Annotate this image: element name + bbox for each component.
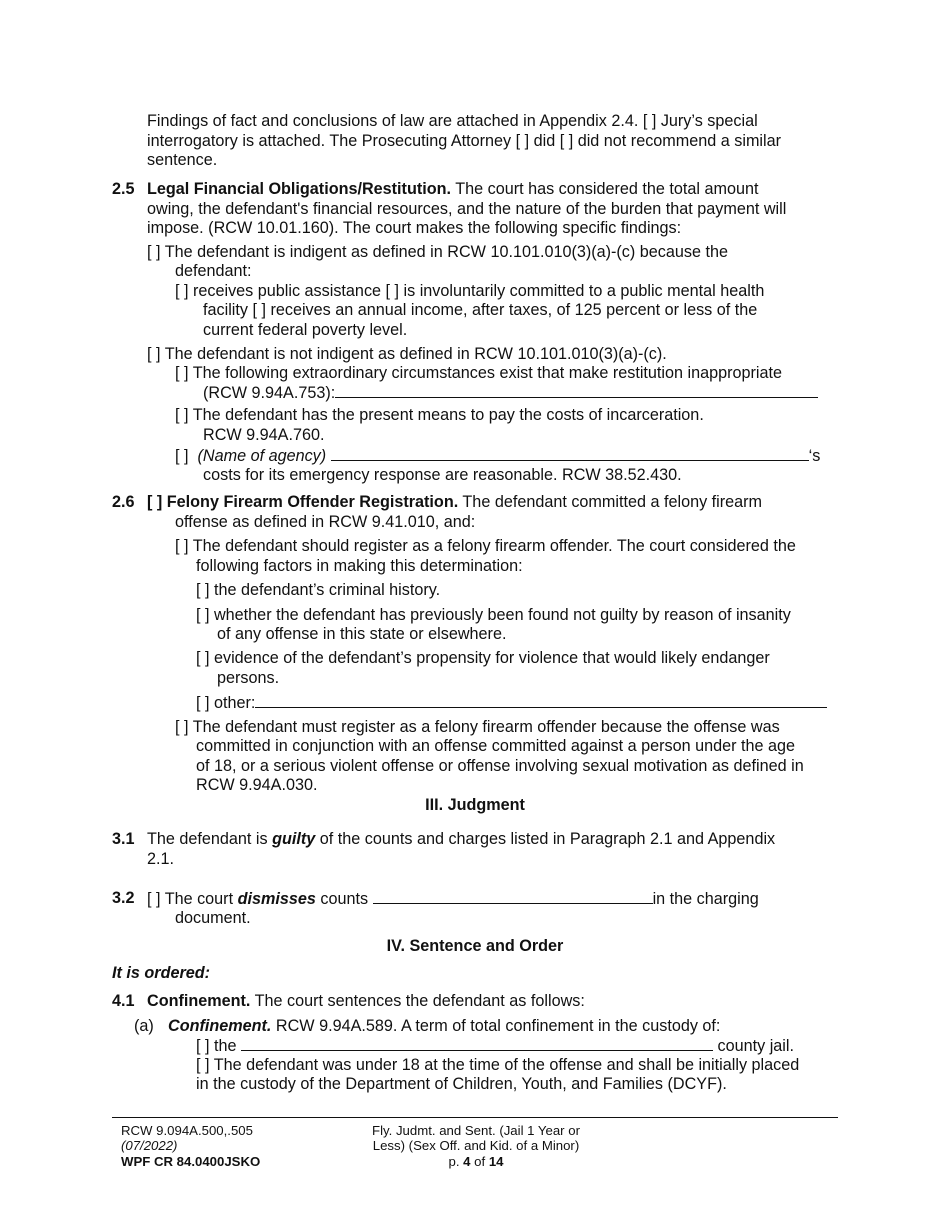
intro-line-2: interrogatory is attached. The Prosecuting Attorney [ ] did [ ] did not recommend a similar: [147, 132, 782, 150]
means-line-2: RCW 9.94A.760.: [203, 426, 325, 444]
agency-line-2: costs for its emergency response are reasonable. RCW 38.52.430.: [203, 466, 682, 484]
sentence-heading: IV. Sentence and Order: [386, 937, 564, 955]
assistance-line-2: facility [ ] receives an annual income, after taxes, of 125 percent or less of the: [203, 301, 758, 319]
indigent-checkbox-line[interactable]: [ ] The defendant is indigent as defined in RCW 10.101.010(3)(a)-(c) because the: [147, 243, 728, 261]
section-4-1-number: 4.1: [112, 992, 135, 1010]
factor-criminal-history[interactable]: [ ] the defendant’s criminal history.: [196, 581, 441, 599]
county-name-blank[interactable]: [241, 1036, 713, 1051]
footer-date: (07/2022): [121, 1138, 178, 1153]
section-2-5-number: 2.5: [112, 180, 135, 198]
judgment-heading: III. Judgment: [425, 796, 525, 814]
agency-name-blank[interactable]: [331, 446, 809, 461]
footer-title-line-2: Less) (Sex Off. and Kid. of a Minor): [372, 1138, 580, 1153]
must-register-line-2: committed in conjunction with an offense committed against a person under the age: [196, 737, 795, 755]
dcyf-checkbox-line[interactable]: [ ] The defendant was under 18 at the time of the offense and shall be initially placed: [196, 1056, 800, 1074]
extraordinary-blank[interactable]: [335, 383, 818, 398]
dismisses-word: dismisses: [237, 890, 316, 908]
footer-rcw: RCW 9.094A.500,.505: [121, 1123, 253, 1138]
item-a-label: (a): [134, 1017, 154, 1035]
should-register-line-2: following factors in making this determination:: [196, 557, 523, 575]
section-2-5-line-3: impose. (RCW 10.01.160). The court makes the following specific findings:: [147, 219, 682, 237]
section-3-2-line-2: document.: [175, 909, 251, 927]
footer-page-number: p. 4 of 14: [448, 1154, 504, 1169]
section-3-1-line-1: The defendant is guilty of the counts and charges listed in Paragraph 2.1 and Appendix: [147, 830, 776, 848]
assistance-checkbox-line[interactable]: [ ] receives public assistance [ ] is involuntarily committed to a public mental health: [175, 282, 765, 300]
agency-label: (Name of agency): [197, 447, 327, 465]
must-register-checkbox-line[interactable]: [ ] The defendant must register as a felony firearm offender because the offense was: [175, 718, 780, 736]
section-2-6-line-2: offense as defined in RCW 9.41.010, and:: [175, 513, 476, 531]
footer-form-number: WPF CR 84.0400JSKO: [121, 1154, 261, 1169]
dismissed-counts-blank[interactable]: [373, 889, 653, 904]
footer-divider: [112, 1117, 838, 1118]
intro-line-1: Findings of fact and conclusions of law are attached in Appendix 2.4. [ ] Jury’s special: [147, 112, 758, 130]
extraordinary-checkbox-line[interactable]: [ ] The following extraordinary circumstances exist that make restitution inappropriate: [175, 364, 783, 382]
section-2-6-number: 2.6: [112, 493, 135, 511]
extraordinary-line-2: (RCW 9.94A.753):: [203, 383, 818, 404]
item-a-title: Confinement.: [168, 1017, 272, 1035]
factor-other[interactable]: [ ] other:: [196, 693, 827, 714]
must-register-line-3: of 18, or a serious violent offense or offense involving sexual motivation as defined in: [196, 757, 804, 775]
agency-checkbox-line[interactable]: [ ] (Name of agency) ‘s: [175, 447, 821, 465]
section-2-6-title: [ ] Felony Firearm Offender Registration.: [147, 493, 459, 511]
should-register-checkbox-line[interactable]: [ ] The defendant should register as a felony firearm offender. The court considered the: [175, 537, 796, 555]
not-indigent-checkbox-line[interactable]: [ ] The defendant is not indigent as defined in RCW 10.101.010(3)(a)-(c).: [147, 345, 667, 363]
section-3-2-line-1[interactable]: [ ] The court dismisses counts in the charging: [147, 890, 759, 908]
means-checkbox-line[interactable]: [ ] The defendant has the present means to pay the costs of incarceration.: [175, 406, 704, 424]
section-2-5-line-1: Legal Financial Obligations/Restitution. The court has considered the total amount: [147, 180, 759, 198]
factor-insanity[interactable]: [ ] whether the defendant has previously been found not guilty by reason of insanity: [196, 606, 791, 624]
other-factor-blank[interactable]: [255, 693, 827, 708]
footer-title-line-1: Fly. Judmt. and Sent. (Jail 1 Year or: [372, 1123, 580, 1138]
section-3-1-number: 3.1: [112, 830, 135, 848]
section-2-6-line-1[interactable]: [ ] Felony Firearm Offender Registration. The defendant committed a felony firearm: [147, 493, 763, 511]
dcyf-line-2: in the custody of the Department of Children, Youth, and Families (DCYF).: [196, 1075, 727, 1093]
section-2-5-title: Legal Financial Obligations/Restitution.: [147, 180, 451, 198]
factor-violence[interactable]: [ ] evidence of the defendant’s propensity for violence that would likely endanger: [196, 649, 770, 667]
must-register-line-4: RCW 9.94A.030.: [196, 776, 318, 794]
item-a-line: Confinement. RCW 9.94A.589. A term of total confinement in the custody of:: [168, 1017, 721, 1035]
section-3-1-line-2: 2.1.: [147, 850, 175, 868]
section-4-1-line: Confinement. The court sentences the defendant as follows:: [147, 992, 585, 1010]
it-is-ordered: It is ordered:: [112, 964, 211, 982]
assistance-line-3: current federal poverty level.: [203, 321, 408, 339]
county-jail-checkbox-line[interactable]: [ ] the county jail.: [196, 1037, 794, 1055]
section-4-1-title: Confinement.: [147, 992, 251, 1010]
section-3-2-number: 3.2: [112, 889, 135, 907]
intro-line-3: sentence.: [147, 151, 218, 169]
factor-violence-line-2: persons.: [217, 669, 280, 687]
factor-insanity-line-2: of any offense in this state or elsewhere.: [217, 625, 507, 643]
guilty-word: guilty: [272, 830, 316, 848]
indigent-line-2: defendant:: [175, 262, 252, 280]
section-2-5-line-2: owing, the defendant's financial resources, and the nature of the burden that payment will: [147, 200, 787, 218]
